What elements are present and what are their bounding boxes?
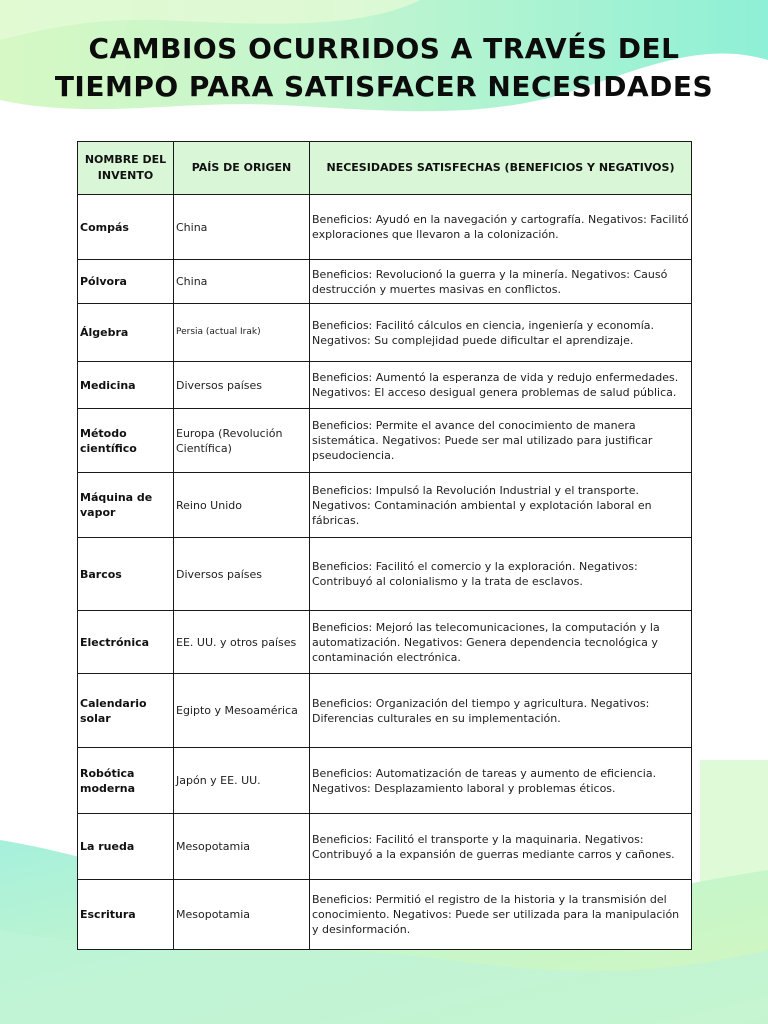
invento-cell: Escritura xyxy=(78,880,174,950)
title-line-2: TIEMPO PARA SATISFACER NECESIDADES xyxy=(54,70,714,103)
table-row xyxy=(78,304,692,362)
table-row xyxy=(78,611,692,674)
invento-cell: Barcos xyxy=(78,538,174,611)
invento-cell: Medicina xyxy=(78,362,174,409)
necesidades-cell: Beneficios: Revolucionó la guerra y la minería. Negativos: Causó destrucción y muertes masivas en conflictos. xyxy=(310,260,692,304)
invento-cell: Álgebra xyxy=(78,304,174,362)
pais-cell: Japón y EE. UU. xyxy=(174,748,310,814)
necesidades-cell: Beneficios: Permite el avance del conocimiento de manera sistemática. Negativos: Puede ser mal utilizado para justificar pseudociencia. xyxy=(310,409,692,473)
pais-cell: Diversos países xyxy=(174,538,310,611)
table-row xyxy=(78,674,692,748)
table-row xyxy=(78,880,692,950)
invento-cell: Pólvora xyxy=(78,260,174,304)
header-necesidades: NECESIDADES SATISFECHAS (BENEFICIOS Y NEGATIVOS) xyxy=(310,142,692,195)
table-row xyxy=(78,748,692,814)
pais-cell: EE. UU. y otros países xyxy=(174,611,310,674)
title-line-1: CAMBIOS OCURRIDOS A TRAVÉS DEL xyxy=(88,32,680,65)
pais-cell: China xyxy=(174,195,310,260)
pais-cell: China xyxy=(174,260,310,304)
invento-cell: Calendario solar xyxy=(78,674,174,748)
header-pais: PAÍS DE ORIGEN xyxy=(174,142,310,195)
necesidades-cell: Beneficios: Facilitó el transporte y la maquinaria. Negativos: Contribuyó a la expansión de guerras mediante carros y cañones. xyxy=(310,814,692,880)
table-row xyxy=(78,473,692,538)
pais-cell: Mesopotamia xyxy=(174,814,310,880)
necesidades-cell: Beneficios: Facilitó cálculos en ciencia, ingeniería y economía. Negativos: Su complejidad puede dificultar el aprendizaje. xyxy=(310,304,692,362)
table-row xyxy=(78,195,692,260)
invento-cell: Máquina de vapor xyxy=(78,473,174,538)
necesidades-cell: Beneficios: Impulsó la Revolución Industrial y el transporte. Negativos: Contaminación ambiental y explotación laboral en fábricas. xyxy=(310,473,692,538)
invento-cell: Electrónica xyxy=(78,611,174,674)
table-row xyxy=(78,260,692,304)
table-header-row xyxy=(78,142,692,195)
pais-cell: Mesopotamia xyxy=(174,880,310,950)
necesidades-cell: Beneficios: Aumentó la esperanza de vida y redujo enfermedades. Negativos: El acceso desigual genera problemas de salud pública. xyxy=(310,362,692,409)
table-row xyxy=(78,814,692,880)
invento-cell: Robótica moderna xyxy=(78,748,174,814)
page-title xyxy=(0,30,768,106)
table-row xyxy=(78,538,692,611)
header-invento: NOMBRE DEL INVENTO xyxy=(78,142,174,195)
pais-cell: Reino Unido xyxy=(174,473,310,538)
pais-cell: Persia (actual Irak) xyxy=(174,304,310,362)
pais-cell: Diversos países xyxy=(174,362,310,409)
necesidades-cell: Beneficios: Permitió el registro de la historia y la transmisión del conocimiento. Negativos: Puede ser utilizada para la manipulación y desinformación. xyxy=(310,880,692,950)
inventions-table xyxy=(77,141,692,950)
necesidades-cell: Beneficios: Automatización de tareas y aumento de eficiencia. Negativos: Desplazamiento laboral y problemas éticos. xyxy=(310,748,692,814)
table-row xyxy=(78,362,692,409)
necesidades-cell: Beneficios: Ayudó en la navegación y cartografía. Negativos: Facilitó exploraciones que llevaron a la colonización. xyxy=(310,195,692,260)
invento-cell: Compás xyxy=(78,195,174,260)
necesidades-cell: Beneficios: Facilitó el comercio y la exploración. Negativos: Contribuyó al colonialismo y la trata de esclavos. xyxy=(310,538,692,611)
table-row xyxy=(78,409,692,473)
pais-cell: Egipto y Mesoamérica xyxy=(174,674,310,748)
invento-cell: Método científico xyxy=(78,409,174,473)
necesidades-cell: Beneficios: Organización del tiempo y agricultura. Negativos: Diferencias culturales en su implementación. xyxy=(310,674,692,748)
invento-cell: La rueda xyxy=(78,814,174,880)
necesidades-cell: Beneficios: Mejoró las telecomunicaciones, la computación y la automatización. Negativos: Genera dependencia tecnológica y contaminación electrónica. xyxy=(310,611,692,674)
pais-cell: Europa (Revolución Científica) xyxy=(174,409,310,473)
